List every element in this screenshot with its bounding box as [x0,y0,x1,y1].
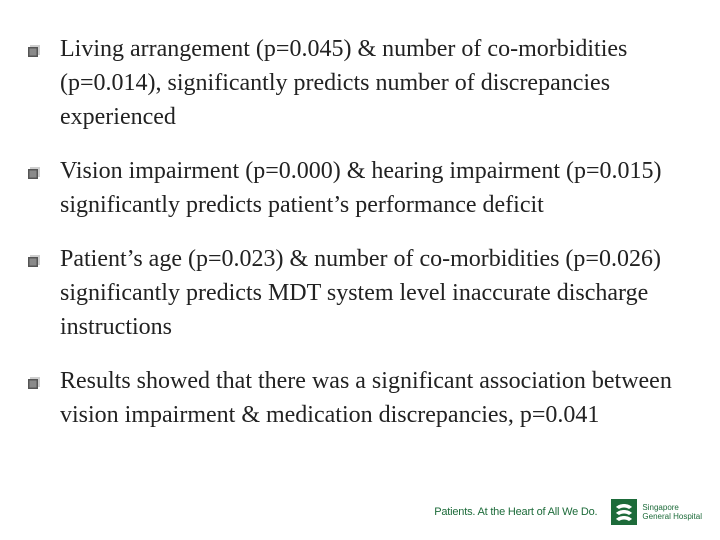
bullet-item [28,242,708,344]
logo-line-2: General Hospital [642,512,702,521]
bullet-text: Vision impairment (p=0.000) & hearing impairment (p=0.015) significantly predicts patient’s performance deficit [60,158,662,218]
tagline: Patients. At the Heart of All We Do. [434,506,598,518]
bullet-text: Patient’s age (p=0.023) & number of co-morbidities (p=0.026) significantly predicts MDT system level inaccurate discharge instructions [60,246,661,340]
bullet-text: Results showed that there was a significant association between vision impairment & medication discrepancies, p=0.041 [60,368,672,428]
square-bullet-icon [28,255,40,267]
square-bullet-icon [28,45,40,57]
bullet-item [28,364,708,432]
bullet-item [28,32,708,134]
bullet-item [28,154,708,222]
square-bullet-icon [28,377,40,389]
logo-text [642,503,702,521]
bullet-list [28,32,708,452]
square-bullet-icon [28,167,40,179]
logo-line-1: Singapore [642,503,679,512]
footer-branding [434,494,702,530]
bullet-text: Living arrangement (p=0.045) & number of co-morbidities (p=0.014), significantly predicts number of discrepancies experienced [60,36,628,130]
sgh-logo-icon [611,499,637,525]
